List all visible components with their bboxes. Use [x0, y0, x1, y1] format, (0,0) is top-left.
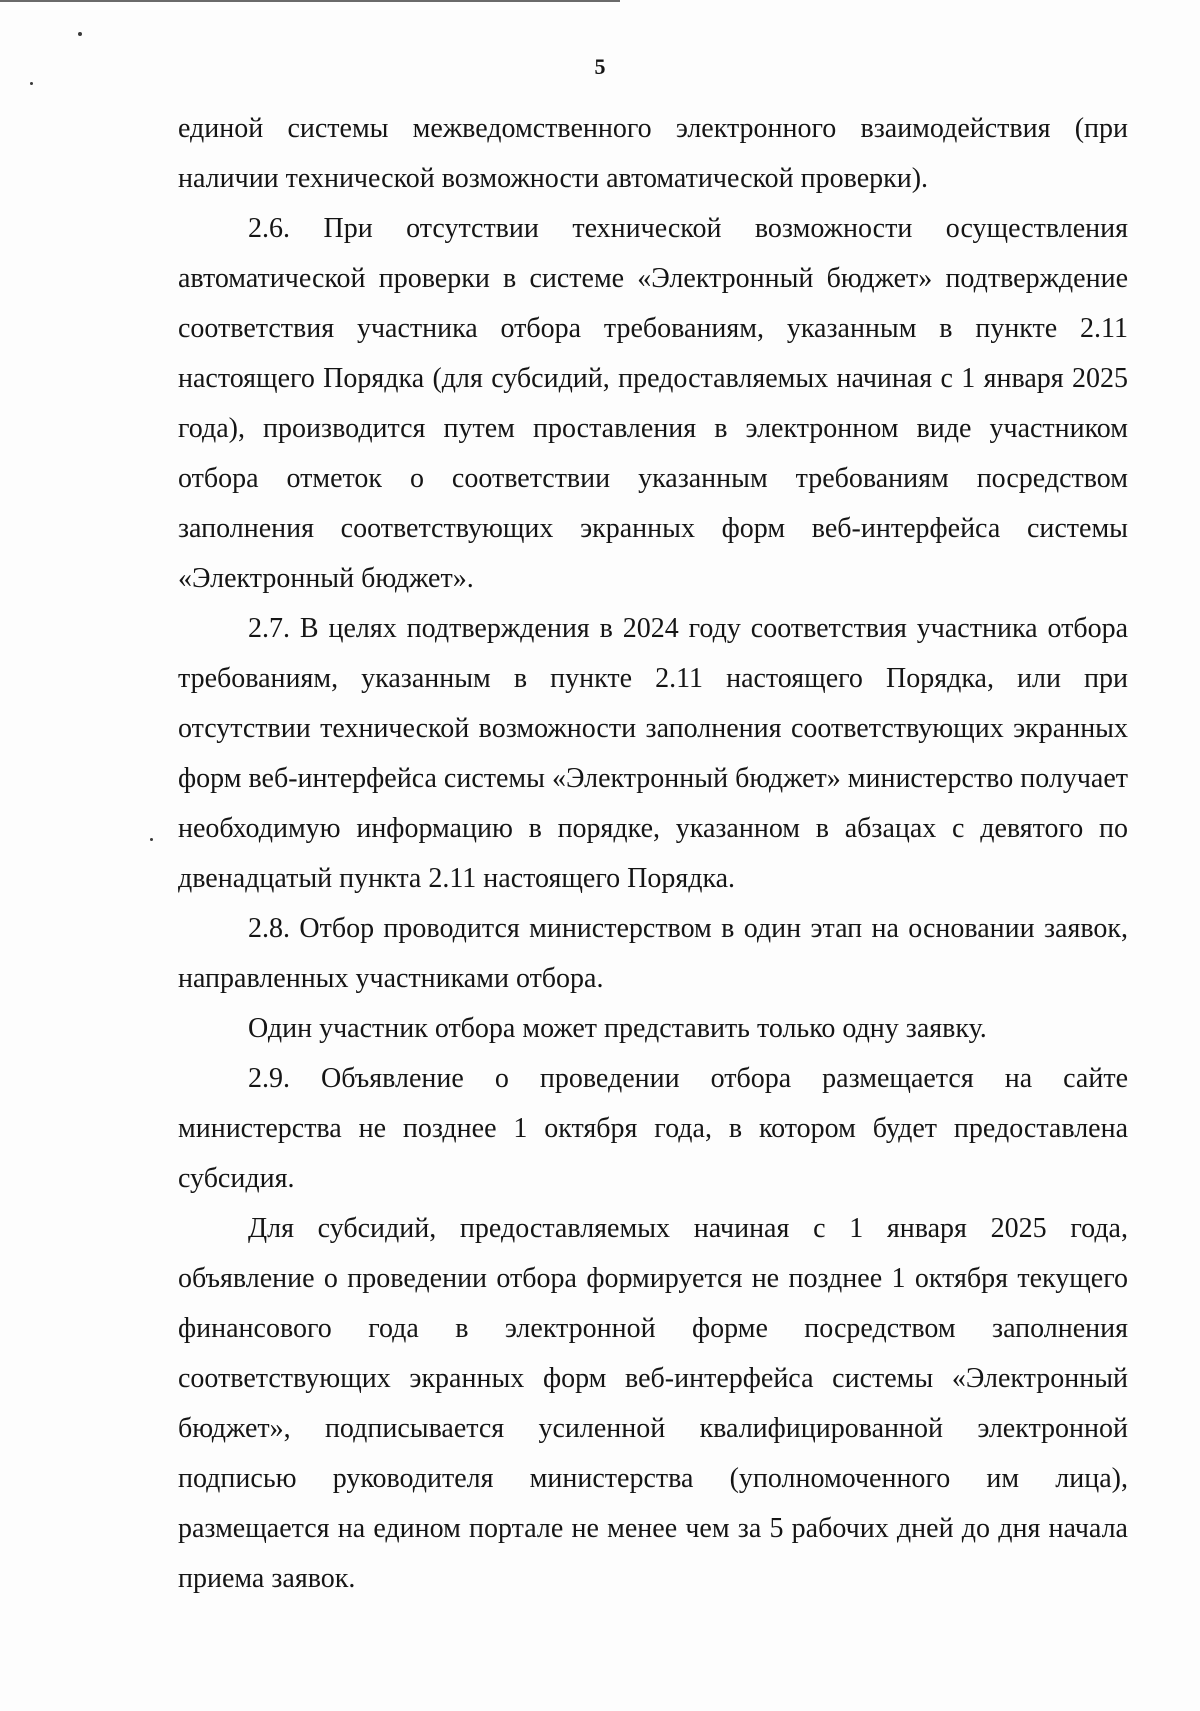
scan-speck: [78, 32, 82, 36]
page-number: 5: [594, 54, 606, 79]
paragraph-2-9: 2.9. Объявление о проведении отбора размещается на сайте министерства не позднее 1 октября года, в котором будет предоставлена субсидия.: [178, 1063, 1128, 1194]
paragraph-2025-announcement: Для субсидий, предоставляемых начиная с 1 января 2025 года, объявление о проведении отбора формируется не позднее 1 октября текущего финансового года в электронной форме посредством заполнения соответствующих экранных форм веб-интерфейса системы «Электронный бюджет», подписывается усиленной квалифицированной электронной подписью руководителя министерства (уполномоченного им лица), размещается на едином портале не менее чем за 5 рабочих дней до дня начала приема заявок.: [178, 1213, 1128, 1594]
paragraph-2-8: 2.8. Отбор проводится министерством в один этап на основании заявок, направленных участниками отбора.: [178, 913, 1128, 994]
document-body: [178, 104, 1128, 1604]
paragraph-2-7: 2.7. В целях подтверждения в 2024 году соответствия участника отбора требованиям, указанным в пункте 2.11 настоящего Порядка, или при отсутствии технической возможности заполнения соответствующих экранных форм веб-интерфейса системы «Электронный бюджет» министерство получает необходимую информацию в порядке, указанном в абзацах с девятого по двенадцатый пункта 2.11 настоящего Порядка.: [178, 613, 1128, 894]
paragraph-2-6: 2.6. При отсутствии технической возможности осуществления автоматической проверки в системе «Электронный бюджет» подтверждение соответствия участника отбора требованиям, указанным в пункте 2.11 настоящего Порядка (для субсидий, предоставляемых начиная с 1 января 2025 года), производится путем проставления в электронном виде участником отбора отметок о соответствии указанным требованиям посредством заполнения соответствующих экранных форм веб-интерфейса системы «Электронный бюджет».: [178, 213, 1128, 594]
scan-speck: [150, 838, 153, 841]
scan-speck: [30, 82, 33, 85]
paragraph-continuation: единой системы межведомственного электронного взаимодействия (при наличии технической возможности автоматической проверки).: [178, 113, 1128, 194]
paragraph-one-application: Один участник отбора может представить только одну заявку.: [248, 1013, 987, 1044]
scan-top-edge: [0, 0, 620, 2]
